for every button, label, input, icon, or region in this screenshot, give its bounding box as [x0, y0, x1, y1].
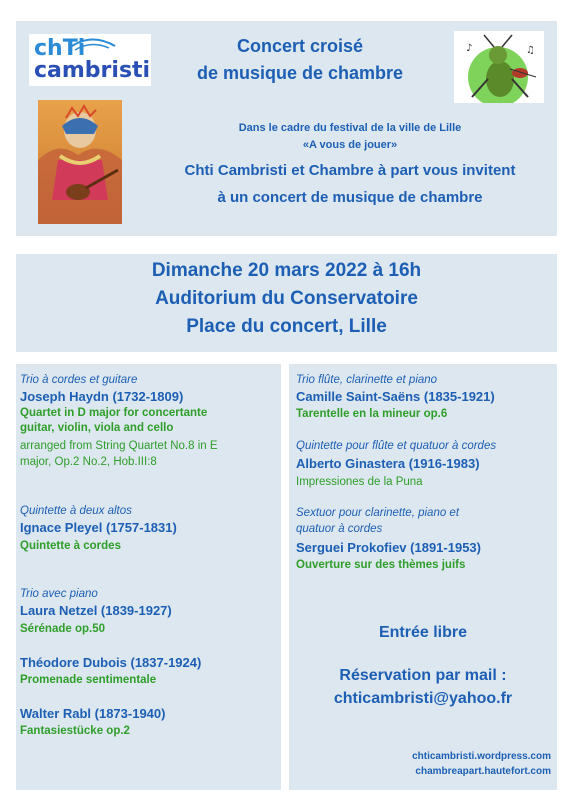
composer-name: Camille Saint-Saëns (1835-1921): [296, 389, 495, 404]
category-label: Trio à cordes et guitare: [20, 374, 138, 386]
composer-name: Joseph Haydn (1732-1809): [20, 389, 184, 404]
invite-line1: Chti Cambristi et Chambre à part vous invitent: [184, 162, 516, 179]
reservation-label: Réservation par mail :: [339, 667, 507, 684]
cricket-violin-icon: [454, 31, 544, 103]
composer-name: Théodore Dubois (1837-1924): [20, 655, 202, 670]
category-label: Quintette à deux altos: [20, 505, 132, 517]
work-title: Quintette à cordes: [20, 540, 121, 552]
work-title: Promenade sentimentale: [20, 674, 157, 686]
work-note: arranged from String Quartet No.8 in E: [20, 440, 218, 452]
work-note: major, Op.2 No.2, Hob.III:8: [20, 456, 157, 468]
category-label: quatuor à cordes: [296, 523, 383, 535]
work-title: Tarentelle en la mineur op.6: [296, 408, 448, 420]
invite-line2: à un concert de musique de chambre: [217, 189, 483, 206]
svg-text:♫: ♫: [526, 45, 535, 56]
composer-name: Serguei Prokofiev (1891-1953): [296, 540, 481, 555]
musician-photo: [38, 100, 122, 224]
work-title: Impressiones de la Puna: [296, 476, 423, 488]
program-right-panel: [289, 364, 557, 790]
work-title: Fantasiestücke op.2: [20, 725, 130, 737]
category-label: Trio flûte, clarinette et piano: [296, 374, 438, 386]
work-title: Quartet in D major for concertante: [20, 407, 208, 419]
work-title: Sérénade op.50: [20, 623, 106, 635]
category-label: Quintette pour flûte et quatuor à cordes: [296, 440, 497, 452]
work-title: Ouverture sur des thèmes juifs: [296, 559, 466, 571]
event-place: Place du concert, Lille: [186, 316, 387, 337]
work-title: guitar, violin, viola and cello: [20, 422, 174, 434]
composer-name: Alberto Ginastera (1916-1983): [296, 456, 480, 471]
reservation-email[interactable]: chticambristi@yahoo.fr: [333, 690, 513, 707]
category-label: Trio avec piano: [20, 588, 98, 600]
festival-line1: Dans le cadre du festival de la ville de Lille: [238, 122, 462, 134]
event-venue: Auditorium du Conservatoire: [155, 288, 418, 309]
page-title-line2: de musique de chambre: [196, 63, 404, 83]
composer-name: Laura Netzel (1839-1927): [20, 603, 172, 618]
event-date: Dimanche 20 mars 2022 à 16h: [151, 260, 422, 281]
website-link-1[interactable]: chticambristi.wordpress.com: [412, 751, 551, 762]
website-link-2[interactable]: chambreapart.hautefort.com: [415, 766, 551, 777]
chti-cambristi-logo: chTi cambristi: [29, 34, 151, 86]
composer-name: Walter Rabl (1873-1940): [20, 706, 166, 721]
entry-free: Entrée libre: [378, 624, 468, 641]
festival-line2: «A vous de jouer»: [302, 139, 398, 151]
page-title-line1: Concert croisé: [236, 36, 364, 56]
category-label: Sextuor pour clarinette, piano et: [296, 507, 460, 519]
composer-name: Ignace Pleyel (1757-1831): [20, 520, 177, 535]
svg-text:♪: ♪: [466, 43, 473, 54]
